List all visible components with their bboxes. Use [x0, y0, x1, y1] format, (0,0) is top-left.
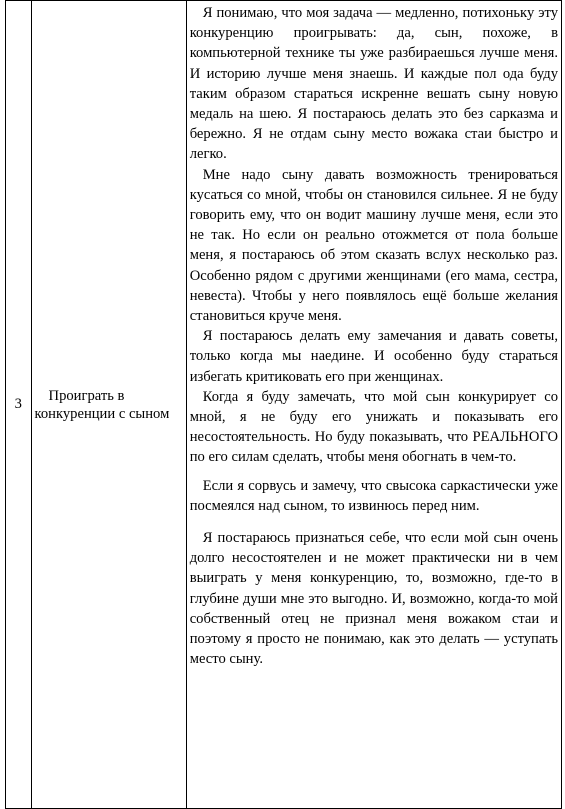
row-body-cell: [186, 1, 561, 809]
paragraph: Я понимаю, что моя задача — медленно, потихоньку эту конкуренцию проигрывать: да, сын, похоже, в компьютерной технике ты уже разбираешься лучше меня. И историю лучше меня знаешь. И каждые пол ода буду таким образом стараться искренне вешать сыну новую медаль на шею. Я постараюсь делать это без сарказма и бережно. Я не отдам сыну место вожака стаи быстро и легко.: [189, 5, 558, 163]
row-title-cell: [31, 1, 186, 809]
document-table: [5, 0, 562, 809]
paragraph: Я постараюсь делать ему замечания и давать советы, только когда мы наедине. И особенно буду стараться избегать критиковать его при женщинах.: [189, 328, 558, 385]
paragraph: Мне надо сыну давать возможность тренироваться кусаться со мной, чтобы он становился сильнее. Я не буду говорить ему, что он водит машину лучше меня, если это не так. Но если он реально отожмется от пола больше меня, я постараюсь об этом сказать вслух несколько раз. Особенно рядом с другими женщинами (его мама, сестра, невеста). Чтобы у него появлялось ещё больше желания становиться круче меня.: [189, 166, 558, 325]
paragraph: Я постараюсь признаться себе, что если мой сын очень долго несостоятелен и не может практически ни в чем выиграть у меня конкуренцию, то, возможно, где-то в глубине души мне это выгодно. И, возможно, когда-то мой собственный отец не признал меня вожаком стаи и поэтому я просто не понимаю, как это делать — уступать место сыну.: [189, 530, 558, 668]
row-title: Проиграть в конкуренции с сыном: [34, 387, 170, 422]
paragraph: Когда я буду замечать, что мой сын конкурирует со мной, я не буду его унижать и показывать его несостоятельность. Но буду показывать, что РЕАЛЬНОГО по его силам сделать, чтобы меня обогнать в чем-то.: [189, 388, 558, 466]
paragraph: Если я сорвусь и замечу, что свысока саркастически уже посмеялся над сыном, то извинюсь перед ним.: [189, 477, 558, 514]
row-number: 3: [6, 1, 32, 809]
table-row: [6, 1, 562, 809]
